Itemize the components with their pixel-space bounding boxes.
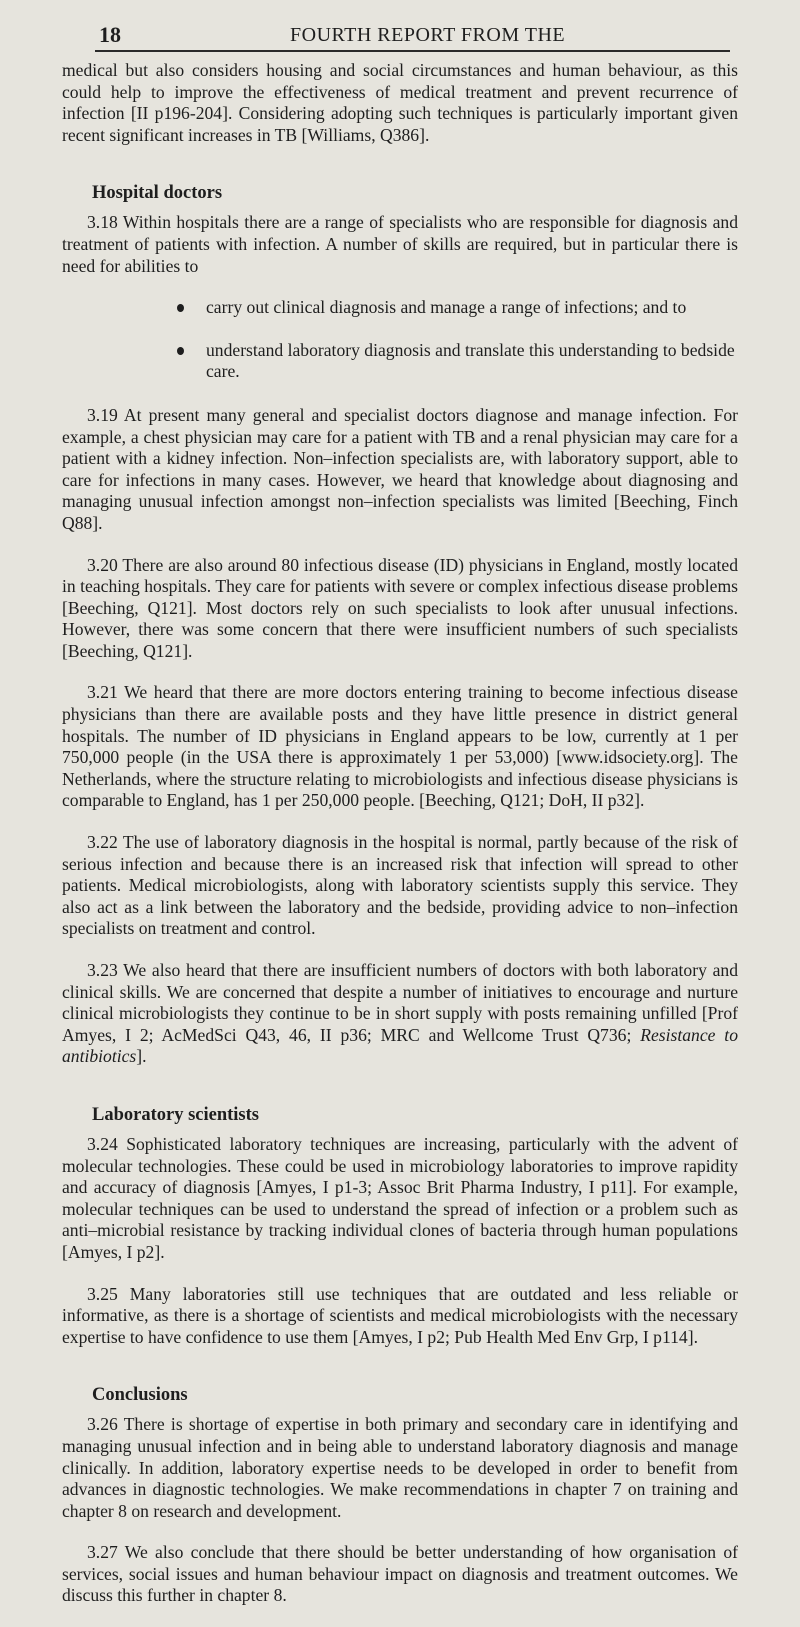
paragraph-3-24: 3.24 Sophisticated laboratory techniques are increasing, particularly with the advent of molecular technologies. These could be used in microbiology laboratories to improve rapidity and accuracy of diagnosis [Amyes, I p1-3; Assoc Brit Pharma Industry, I p11]. For example, molecular techniques can be used to understand the spread of infection or a problem such as anti–microbial resistance by tracking individual clones of bacteria through human populations [Amyes, I p2]. (62, 1133, 738, 1262)
page-header (95, 20, 730, 52)
bullet-list (62, 297, 738, 383)
bullet-icon (177, 304, 184, 312)
paragraph-3-23 (62, 960, 738, 1068)
list-item-text: carry out clinical diagnosis and manage a range of infections; and to (206, 297, 687, 318)
paragraph-3-21: 3.21 We heard that there are more doctors entering training to become infectious disease physicians than there are available posts and they have little presence in district general hospitals. The number of ID physicians in England appears to be low, currently at 1 per 750,000 people (in the USA there is approximately 1 per 53,000) [www.idsociety.org]. The Netherlands, where the structure relating to microbiologists and infectious disease physicians is comparable to England, has 1 per 250,000 people. [Beeching, Q121; DoH, II p32]. (62, 682, 738, 811)
list-item (62, 297, 738, 319)
section-heading-hospital-doctors: Hospital doctors (92, 183, 223, 204)
section-heading-laboratory-scientists: Laboratory scientists (92, 1104, 259, 1125)
section-heading-conclusions: Conclusions (92, 1385, 188, 1406)
document-body (62, 60, 738, 1627)
paragraph-3-23-text: 3.23 We also heard that there are insufficient numbers of doctors with both laboratory and clinical skills. We are concerned that despite a number of initiatives to encourage and nurture clinical microbiologists they continue to be in short supply with posts remaining unfilled [Prof Amyes, I 2; AcMedSci Q43, 46, II p36; MRC and Wellcome Trust Q736; (62, 960, 738, 1045)
paragraph-3-20: 3.20 There are also around 80 infectious disease (ID) physicians in England, mostly located in teaching hospitals. They care for patients with severe or complex infectious disease problems [Beeching, Q121]. Most doctors rely on such specialists to look after unusual infections. However, there was some concern that there were insufficient numbers of such specialists [Beeching, Q121]. (62, 554, 738, 661)
italic-reference: Resistance to antibiotics (62, 1024, 738, 1067)
paragraph-3-26: 3.26 There is shortage of expertise in both primary and secondary care in identifying and managing unusual infection and in being able to understand laboratory diagnosis and manage clinically. In addition, laboratory expertise needs to be developed in order to benefit from advances in diagnostic technologies. We make recommendations in chapter 7 on training and chapter 8 on research and development. (62, 1414, 738, 1521)
paragraph-3-23-end: ]. (136, 1046, 147, 1067)
running-head: FOURTH REPORT FROM THE (290, 24, 566, 46)
paragraph-3-22: 3.22 The use of laboratory diagnosis in the hospital is normal, partly because of the risk of serious infection and because there is an increased risk that infection will spread to other patients. Medical microbiologists, along with laboratory scientists supply this service. They also act as a link between the laboratory and the bedside, providing advice to non–infection specialists on treatment and control. (62, 832, 738, 939)
intro-paragraph: medical but also considers housing and social circumstances and human behaviour, as this could help to improve the effectiveness of medical treatment and prevent recurrence of infection [II p196-204]. Considering adopting such techniques is particularly important given recent significant increases in TB [Williams, Q386]. (62, 60, 738, 145)
page-number: 18 (99, 22, 121, 47)
paragraph-3-18: 3.18 Within hospitals there are a range of specialists who are responsible for diagnosis and treatment of patients with infection. A number of skills are required, but in particular there is need for abilities to (62, 212, 738, 276)
paragraph-3-25: 3.25 Many laboratories still use techniques that are outdated and less reliable or informative, as there is a shortage of scientists and medical microbiologists with the necessary expertise to have confidence to use them [Amyes, I p2; Pub Health Med Env Grp, I p114]. (62, 1283, 738, 1347)
bullet-icon (177, 347, 184, 355)
list-item-text: understand laboratory diagnosis and translate this understanding to bedside care. (206, 339, 735, 382)
paragraph-3-27: 3.27 We also conclude that there should be better understanding of how organisation of services, social issues and human behaviour impact on diagnosis and treatment outcomes. We discuss this further in chapter 8. (62, 1542, 738, 1606)
list-item (62, 340, 738, 383)
paragraph-3-19: 3.19 At present many general and specialist doctors diagnose and manage infection. For example, a chest physician may care for a patient with TB and a renal physician may care for a patient with a kidney infection. Non–infection specialists are, with laboratory support, able to care for infections in many cases. However, we heard that knowledge about diagnosing and managing unusual infection amongst non–infection specialists was limited [Beeching, Finch Q88]. (62, 404, 738, 533)
